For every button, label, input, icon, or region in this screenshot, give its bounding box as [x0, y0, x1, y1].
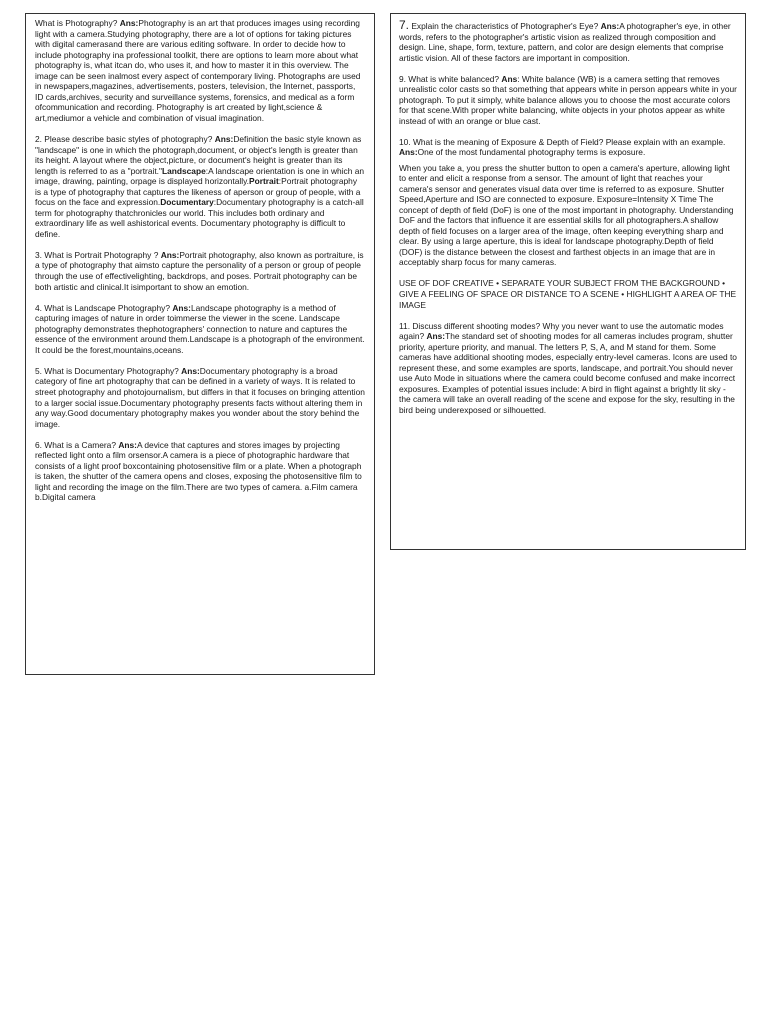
- answer-text: Portrait photography, also known as portraiture, is a type of photography that aimsto capture the personality of a person or group of people through the use of effectivelighting, backdrops, and poses. Portrait photography can be both artistic and clinical.It isimportant to show an emotion.: [35, 249, 364, 292]
- question-4: [35, 303, 365, 356]
- question-7: [399, 20, 737, 63]
- question-11: [399, 321, 737, 416]
- question-text: 9. What is white balanced?: [399, 73, 502, 84]
- answer-text: The standard set of shooting modes for all cameras includes program, shutter priority, aperture priority, and manual. The letters P, S, A, and M stand for them. Some cameras have additional shooting modes, especially entry-level cameras. Icons are used to represent these, and some examples are sports, landscape, and portrait.You should never use Auto Mode in situations where the camera could become confused and make incorrect exposures. Examples of potential issues include: A bird in flight against a brightly lit sky - the camera will take an overall reading of the scene and expose for the sky, resulting in the bird being underexposed or silhouetted.: [399, 331, 737, 415]
- term-landscape-text: :A landscape orientation is one in which an image, drawing, painting, orpage is displayed horizontally.: [35, 165, 365, 187]
- left-answer-panel: [25, 13, 375, 675]
- question-10: [399, 137, 737, 158]
- exposure-explanation: When you take a, you press the shutter button to open a camera's aperture, allowing light to enter and elicit a response from a sensor. The amount of light that reaches your camera's sensor and generates visual data over time is referred to as exposure. Shutter Speed,Aperture and ISO are connected to exposure. Exposure=Intensity X Time The concept of depth of field (DoF) is one of the most important in photography. Understanding DoF and the factors that influence it are essential skills for all photographers.A shallow depth of field focuses on a larger area of the image, often keeping everything sharp and clear. By using a large aperture, this is ideal for landscape photography.Depth of field (DOF) is the distance between the closest and farthest objects in an image that are in acceptably sharp focus for many cameras.: [399, 162, 734, 268]
- answer-text: A device that captures and stores images by projecting reflected light onto a film orsensor.A camera is a piece of photographic hardware that consists of a light proof boxcontaining photosensitive film or a plate. When a photograph is taken, the shutter of the camera opens and closes, exposing the photosensitive film to light and recording the image on the film.There are two types of camera. a.Film camera b.Digital camera: [35, 439, 362, 503]
- answer-label: Ans:: [214, 133, 234, 144]
- term-landscape: Landscape: [161, 165, 206, 176]
- answer-label: Ans:: [181, 365, 200, 376]
- question-5: [35, 366, 365, 429]
- answer-label: Ans:: [160, 249, 180, 260]
- term-documentary-text: :Documentary photography is a catch-all term for photography thatchronicles our world. This includes both ordinary and extraordinary life as well ashistorical events. Documentary photography is difficult to define.: [35, 197, 364, 239]
- answer-label: Ans:: [426, 331, 446, 342]
- answer-text: : White balance (WB) is a camera setting that removes unrealistic color casts so that something that appears white in person appears white in your photograph. To put it simply, white balance allows you to choose the most accurate colors for that scene.With proper white balancing, white objects in your photos appear as white instead of with an orange or blue cast.: [399, 73, 737, 126]
- question-text: 3. What is Portrait Photography ?: [35, 249, 161, 260]
- answer-text: A photographer's eye, in other words, refers to the photographer's artistic vision as realized through composition and design. Line, shape, form, texture, pattern, and color are design elements that comprise artistic vision. All of these factors are important in composition.: [399, 21, 731, 63]
- answer-label: Ans:: [119, 18, 139, 28]
- question-text: 11. Discuss different shooting modes? Why you never want to use the automatic modes again?: [399, 320, 724, 342]
- question-9: [399, 74, 737, 127]
- question-number: 7.: [399, 18, 410, 32]
- term-portrait-text: :Portrait photography is a type of photography that captures the likeness of aperson or group of people, with a focus on the face and expression.: [35, 176, 361, 208]
- dof-uses-list: USE OF DOF CREATIVE • SEPARATE YOUR SUBJECT FROM THE BACKGROUND • GIVE A FEELING OF SPACE OR DISTANCE TO A SCENE • HIGHLIGHT A AREA OF THE IMAGE: [399, 278, 737, 310]
- answer-label: Ans:: [600, 21, 620, 31]
- question-1: [35, 18, 365, 123]
- question-text: 4. What is Landscape Photography?: [35, 302, 173, 313]
- term-portrait: Portrait: [249, 176, 279, 187]
- question-text: 2. Please describe basic styles of photography?: [35, 133, 215, 144]
- question-text: 10. What is the meaning of Exposure & Depth of Field? Please explain with an example.: [399, 136, 726, 147]
- answer-label: Ans:: [172, 302, 191, 313]
- question-text: 5. What is Documentary Photography?: [35, 365, 182, 376]
- answer-label: Ans:: [399, 147, 418, 158]
- term-documentary: Documentary: [160, 197, 214, 208]
- answer-text: Photography is an art that produces images using recording light with a camera.Studying photography, there are a lot of options for taking pictures with digital camerasand there are various editing software. In order to decide how to include photography ina professional toolkit, there are options to learn more about what photography is, what itcan do, who uses it, and how to master it in this overview. The image can be seen inalmost every aspect of contemporary living. Photographs are used in newspapers,magazines, advertisements, posters, television, the Internet, passports, ID cards,archives, security and surveillance systems, forensics, and medical as a form ofcommunication and recording. Photography is art created by light,science & art,mediumor a vehicle and combination of visual imagination.: [35, 18, 361, 123]
- question-2: [35, 134, 365, 239]
- answer-label: Ans:: [118, 439, 137, 450]
- answer-text: Documentary photography is a broad category of fine art photography that can be defined in a variety of ways. It is related to street photography and photojournalism, but differs in that it focuses on bringing attention to a larger social issue.Documentary photography presents facts without altering them in any way.Good documentary photography makes you wonder about the story behind the image.: [35, 365, 365, 429]
- question-text: What is Photography?: [35, 18, 120, 28]
- right-answer-panel: [390, 13, 746, 550]
- answer-label: Ans: [501, 73, 518, 84]
- question-3: [35, 250, 365, 292]
- question-text: 6. What is a Camera?: [35, 439, 119, 450]
- question-text: Explain the characteristics of Photographer's Eye?: [409, 21, 601, 31]
- answer-text: Definition the basic style known as "landscape" is one in which the photograph,document, or object's length is greater than its height. A layout where the object,picture, or document's height is greater than its length is referred to as a "portrait.": [35, 133, 362, 176]
- question-6: [35, 440, 365, 503]
- answer-text: Landscape photography is a method of capturing images of nature in order toimmerse the viewer in the scene. Landscape photography demonstrates thephotographers' connection to nature and captures the essence of the environment around them.Landscape is a photograph of the environment. It could be the forest,mountains,oceans.: [35, 302, 365, 355]
- answer-text: One of the most fundamental photography terms is exposure.: [417, 147, 646, 158]
